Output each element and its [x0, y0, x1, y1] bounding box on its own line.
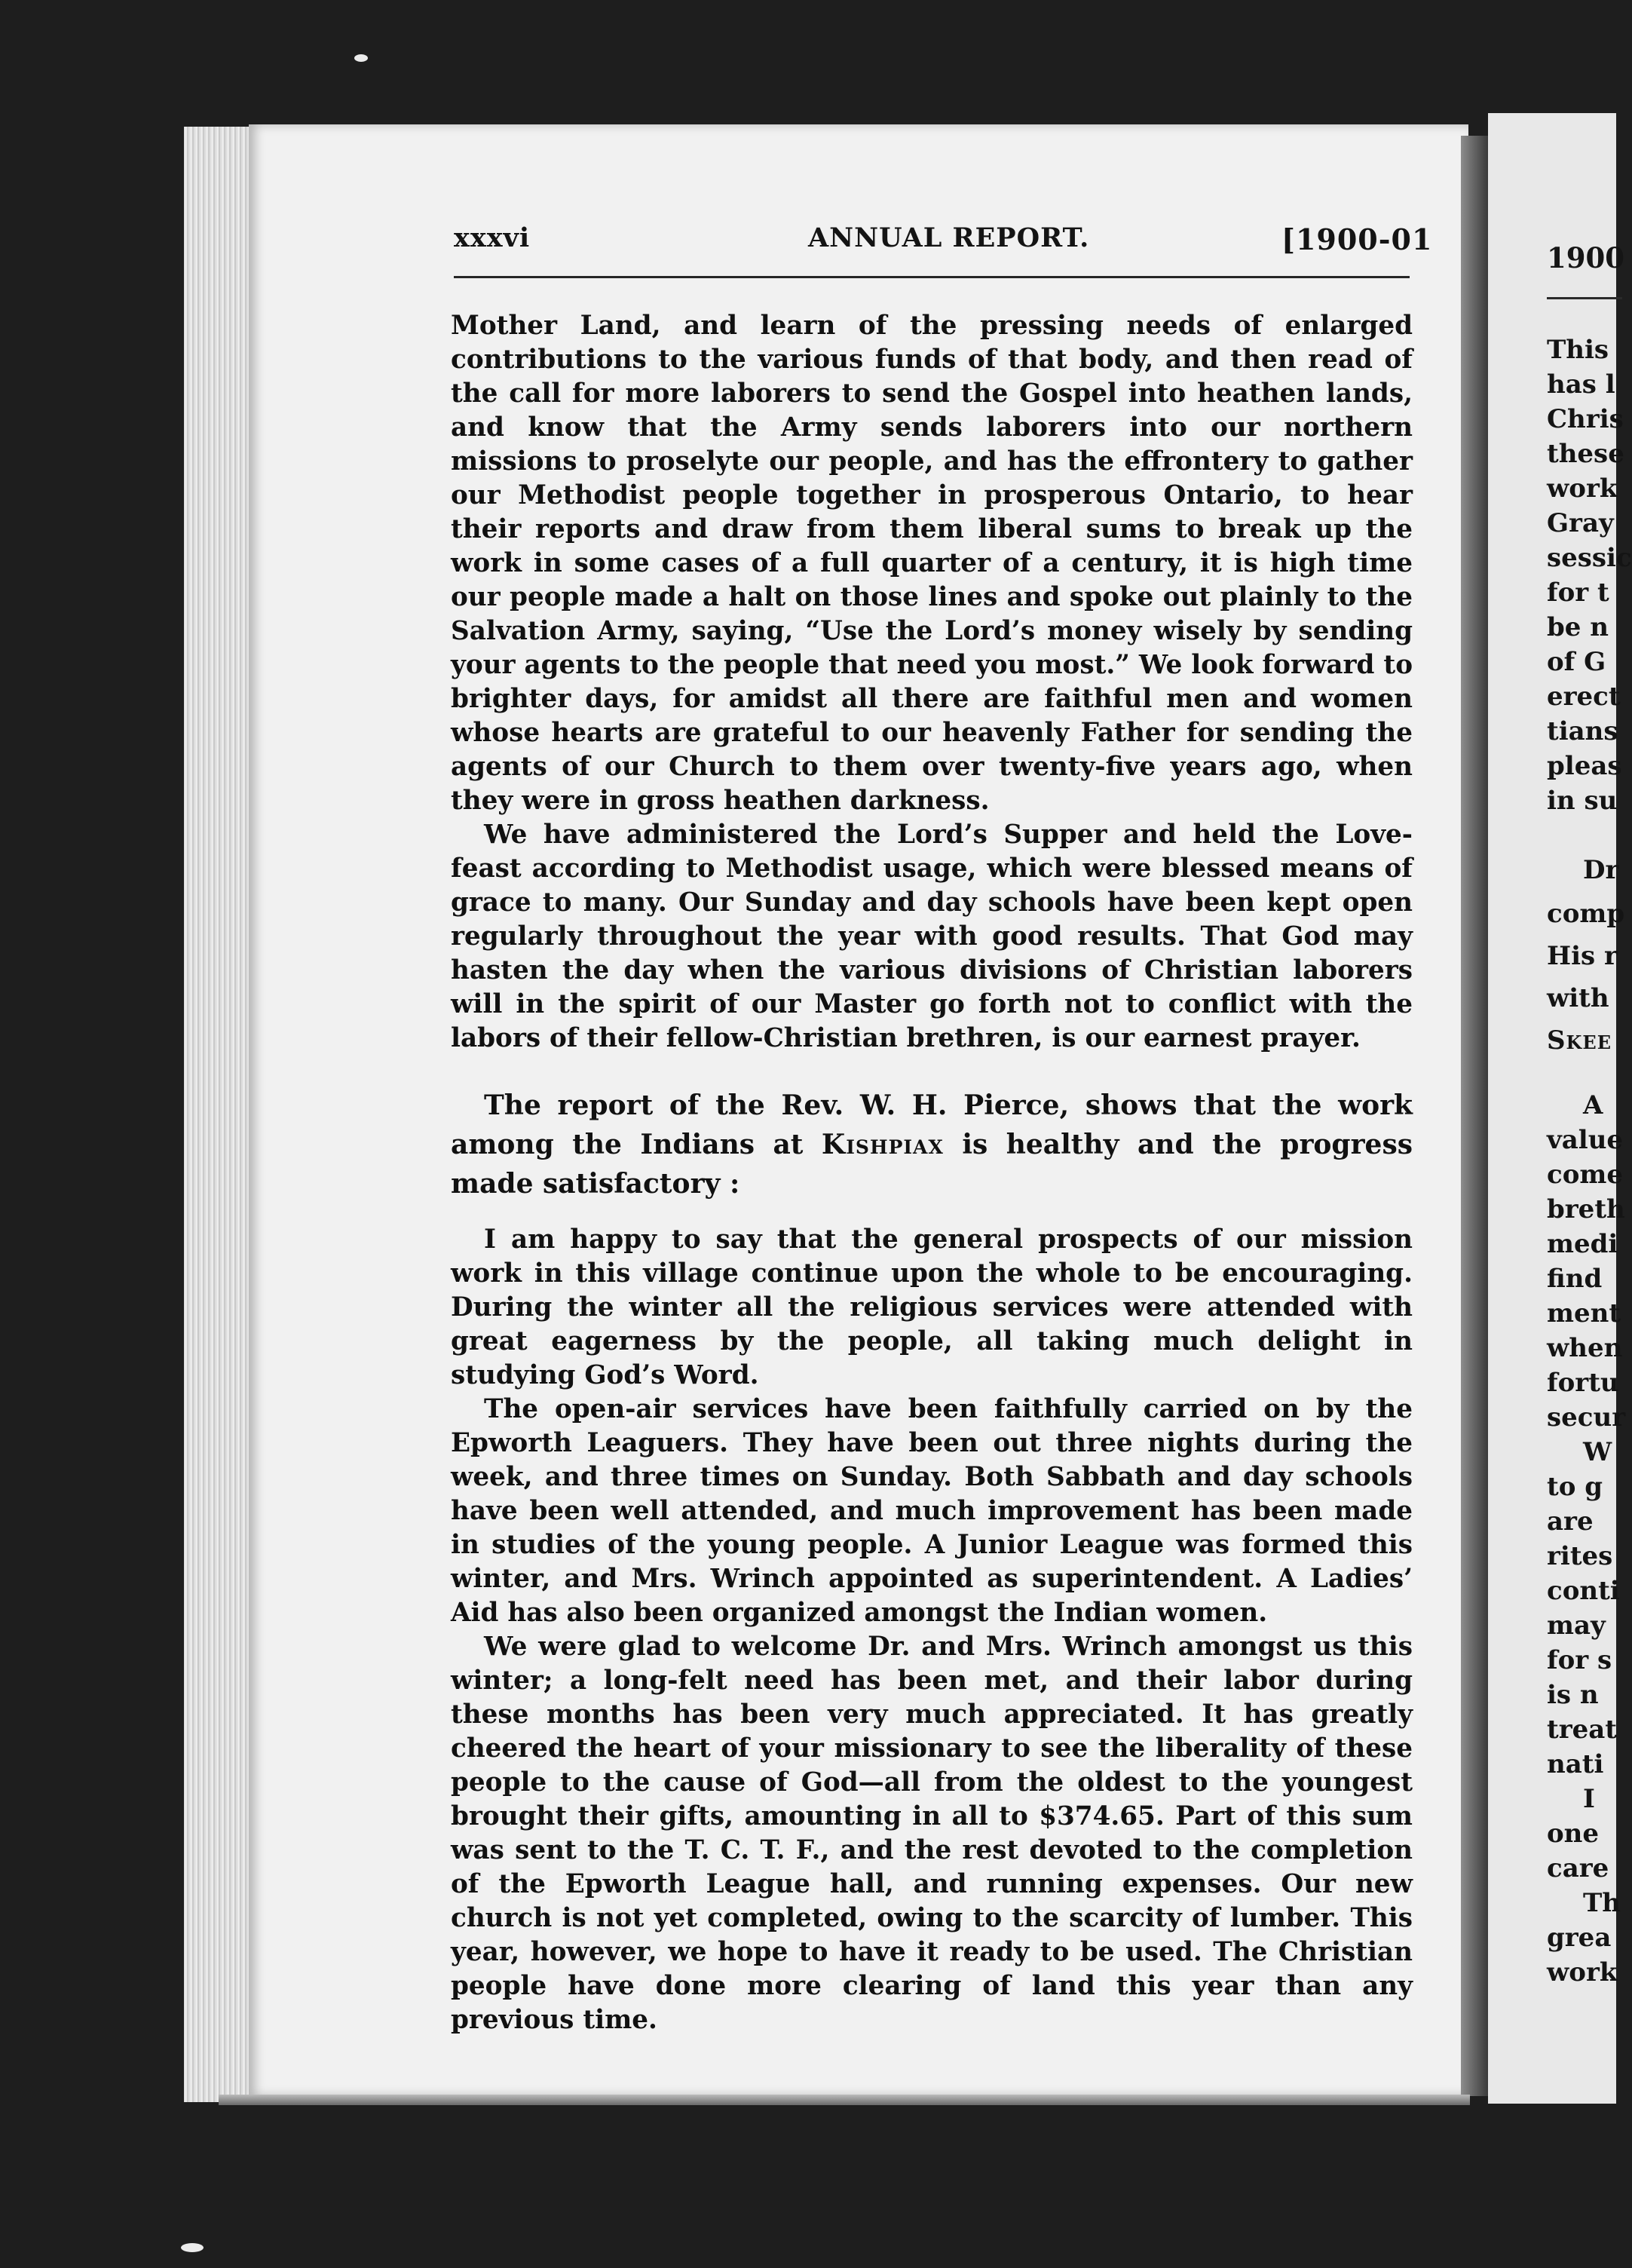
facing-text-fragment: value	[1547, 1125, 1624, 1155]
facing-text-fragment: tians	[1547, 716, 1618, 746]
facing-page-rule	[1547, 297, 1622, 299]
facing-text-fragment: find	[1547, 1264, 1603, 1294]
report-paragraph: I am happy to say that the general prospects of our mission work in this village continue upon the whole to be encouraging. During the winter all the religious services were attended with great eagerness by the people, all taking much delight in studying God’s Word.	[451, 1224, 1413, 1390]
intro-text: is healthy and the progress made satisfactory :	[451, 1129, 1413, 1200]
intro-text: The report of the Rev. W. H. Pierce, shows that the work among the Indians at	[451, 1090, 1413, 1160]
facing-text-fragment: pleas	[1547, 751, 1622, 781]
facing-text-fragment: to g	[1547, 1472, 1603, 1502]
facing-text-fragment: in su	[1547, 786, 1618, 816]
facing-text-fragment: for t	[1547, 578, 1609, 608]
facing-text-fragment: are	[1547, 1506, 1594, 1537]
facing-text-fragment: Th	[1583, 1888, 1621, 1918]
facing-text-fragment: work	[1547, 474, 1618, 504]
facing-text-fragment: medi	[1547, 1229, 1618, 1259]
dust-speck	[354, 54, 368, 62]
facing-text-fragment: conti	[1547, 1576, 1620, 1606]
paragraph: We have administered the Lord’s Supper and held the Love-feast according to Methodist usage, which were blessed means of grace to many. Our Sunday and day schools have been kept open regularly throughout the year with good results. That God may hasten the day when the various divisions of Christian laborers will in the spirit of our Master go forth not to conflict with the labors of their fellow-Christian brethren, is our earnest prayer.	[451, 820, 1413, 1053]
facing-text-fragment: may	[1547, 1611, 1606, 1641]
page-body	[451, 309, 1413, 2037]
facing-text-fragment: nati	[1547, 1749, 1604, 1779]
facing-text-fragment: with	[1547, 983, 1609, 1013]
facing-text-fragment: grea	[1547, 1923, 1612, 1953]
facing-text-fragment: care	[1547, 1853, 1609, 1883]
facing-text-fragment: for s	[1547, 1645, 1612, 1675]
facing-text-fragment: be n	[1547, 612, 1609, 642]
facing-text-fragment: has l	[1547, 369, 1615, 400]
facing-text-fragment: Chris	[1547, 404, 1624, 434]
facing-text-fragment: is n	[1547, 1680, 1599, 1710]
facing-text-fragment: breth	[1547, 1194, 1625, 1224]
facing-text-fragment: Gray	[1547, 508, 1614, 538]
dust-speck	[181, 2243, 204, 2252]
facing-text-fragment: one	[1547, 1819, 1600, 1849]
facing-text-fragment: Dr	[1583, 855, 1619, 885]
paragraph: Mother Land, and learn of the pressing needs of enlarged contributions to the various funds of that body, and then read of the call for more laborers to send the Gospel into heathen lands, and know that the Army sends laborers into our northern missions to proselyte our people, and has the effrontery to gather our Methodist people together in prosperous Ontario, to hear their reports and draw from them liberal sums to break up the work in some cases of a full quarter of a century, it is high time our people made a halt on those lines and spoke out plainly to the Salvation Army, saying, “Use the Lord’s money wisely by sending your agents to the people that need you most.” We look forward to brighter days, for amidst all there are faithful men and women whose hearts are grateful to our heavenly Father for sending the agents of our Church to them over twenty-five years ago, when they were in gross heathen darkness.	[451, 311, 1413, 816]
facing-text-fragment: W	[1583, 1437, 1612, 1467]
report-paragraph: The open-air services have been faithfully carried on by the Epworth Leaguers. They have been out three nights during the week, and three times on Sunday. Both Sabbath and day schools have been well attended, and much improvement has been made in studies of the young people. A Junior League was formed this winter, and Mrs. Wrinch appointed as superintendent. A Ladies’ Aid has also been organized amongst the Indian women.	[451, 1394, 1413, 1628]
page-bottom-edge	[219, 2095, 1470, 2105]
facing-page-year: 1900	[1547, 241, 1624, 274]
facing-text-fragment: I	[1583, 1784, 1595, 1814]
facing-text-fragment: Skee	[1547, 1025, 1612, 1056]
running-title: ANNUAL REPORT.	[808, 222, 1090, 253]
header-rule	[454, 276, 1410, 278]
report-paragraph: We were glad to welcome Dr. and Mrs. Wrinch amongst us this winter; a long-felt need has been met, and their labor during these months has been very much appreciated. It has greatly cheered the heart of your missionary to see the liberality of these people to the cause of God—all from the oldest to the youngest brought their gifts, amounting in all to $374.65. Part of this sum was sent to the T. C. T. F., and the rest devoted to the completion of the Epworth League hall, and running expenses. Our new church is not yet completed, owing to the scarcity of lumber. This year, however, we hope to have it ready to be used. The Christian people have done more clearing of land this year than any previous time.	[451, 1632, 1413, 2035]
report-intro	[451, 1086, 1413, 1203]
book-gutter	[1461, 136, 1488, 2096]
facing-text-fragment: His r	[1547, 941, 1618, 971]
facing-text-fragment: rites	[1547, 1541, 1613, 1571]
place-name: Kishpiax	[821, 1129, 944, 1160]
facing-text-fragment: treat	[1547, 1715, 1617, 1745]
facing-text-fragment: fortu	[1547, 1368, 1619, 1398]
facing-text-fragment: erect	[1547, 682, 1621, 712]
facing-text-fragment: come	[1547, 1160, 1623, 1190]
facing-text-fragment: these	[1547, 439, 1624, 469]
facing-text-fragment: sessic	[1547, 543, 1632, 573]
page-number: xxxvi	[454, 222, 531, 253]
facing-text-fragment: when	[1547, 1333, 1623, 1363]
facing-text-fragment: work	[1547, 1957, 1618, 1988]
facing-text-fragment: A	[1583, 1090, 1603, 1120]
facing-text-fragment: comp	[1547, 899, 1625, 929]
year-range: [1900-01	[1281, 222, 1433, 256]
facing-text-fragment: of G	[1547, 647, 1606, 677]
facing-text-fragment: This	[1547, 335, 1609, 365]
facing-text-fragment: secur	[1547, 1402, 1626, 1433]
facing-text-fragment: ment	[1547, 1298, 1621, 1329]
